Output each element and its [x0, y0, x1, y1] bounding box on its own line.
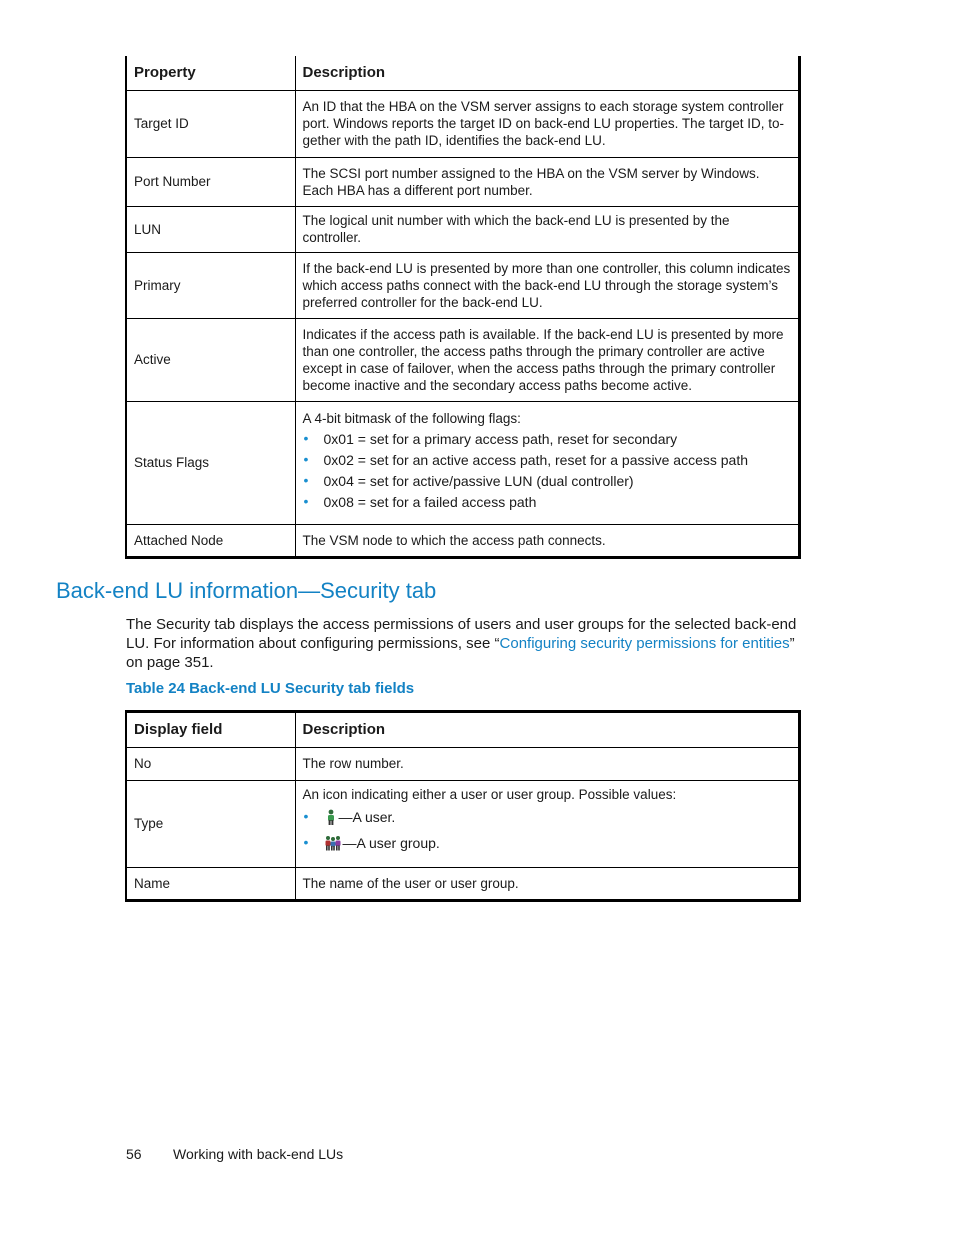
table-row [126, 868, 800, 901]
bullet-icon: • [303, 834, 309, 850]
list-item [303, 809, 792, 829]
table-row [126, 402, 800, 525]
description-cell: The SCSI port number assigned to the HBA on the VSM server by Windows. Each HBA has a different port number. [295, 158, 800, 207]
description-text: An icon indicating either a user or user group. Possible values: [302, 787, 677, 802]
list-item [303, 452, 792, 469]
table-row [126, 158, 800, 207]
table-header-row [126, 712, 800, 748]
list-item-text: —A user. [338, 809, 396, 825]
list-item [303, 835, 792, 855]
list-item-text: 0x02 = set for an active access path, reset for a passive access path [323, 452, 749, 468]
list-item-text: —A user group. [342, 835, 440, 851]
field-cell: Name [126, 868, 295, 901]
column-header-property: Property [126, 56, 295, 91]
description-cell: An ID that the HBA on the VSM server assigns to each storage system controller port. Windows reports the target ID on back-end LU properties. The target ID, to- gether with the path ID, identifies the back-end LU. [295, 91, 800, 158]
property-cell: Primary [126, 253, 295, 319]
description-cell: The row number. [295, 748, 800, 781]
list-item-text: 0x04 = set for active/passive LUN (dual controller) [323, 473, 634, 489]
property-cell: Status Flags [126, 402, 295, 525]
table-caption: Table 24 Back-end LU Security tab fields [126, 680, 415, 697]
description-cell: The logical unit number with which the back-end LU is presented by the controller. [295, 207, 800, 253]
column-header-description: Description [295, 712, 800, 748]
table-header-row [126, 56, 800, 91]
list-item [303, 431, 792, 448]
description-cell: The VSM node to which the access path connects. [295, 525, 800, 558]
list-item-text: 0x08 = set for a failed access path [323, 494, 537, 510]
description-cell [295, 781, 800, 868]
list-item [303, 494, 792, 511]
property-cell: Port Number [126, 158, 295, 207]
bullet-icon: • [303, 808, 309, 824]
description-cell [295, 402, 800, 525]
table-row [126, 748, 800, 781]
table-row [126, 319, 800, 402]
user-group-icon [324, 835, 342, 855]
paragraph-text: The Security tab displays the access permissions of users and user groups for the selected back-end LU. For information about configuring permissions, see “ [126, 616, 797, 652]
paragraph-text: ” on page 351. [126, 635, 795, 671]
section-heading: Back-end LU information—Security tab [56, 578, 437, 603]
bullet-icon: • [303, 430, 309, 446]
description-cell: The name of the user or user group. [295, 868, 800, 901]
table-row [126, 91, 800, 158]
description-text: A 4-bit bitmask of the following flags: [302, 411, 521, 426]
list-item [303, 473, 792, 490]
flags-list [303, 431, 792, 511]
security-fields-table [125, 710, 801, 902]
bullet-icon: • [303, 493, 309, 509]
field-cell: Type [126, 781, 295, 868]
column-header-description: Description [295, 56, 800, 91]
type-values-list [303, 809, 792, 855]
cross-reference-link[interactable]: Configuring security permissions for entities [499, 635, 790, 652]
properties-table [125, 56, 801, 559]
footer-title: Working with back-end LUs [173, 1146, 344, 1162]
description-cell: If the back-end LU is presented by more than one controller, this column indicates which access paths connect with the back-end LU through the storage system’s preferred controller for the back-end LU. [295, 253, 800, 319]
description-cell: Indicates if the access path is available. If the back-end LU is presented by more than one controller, the access paths through the primary controller are active except in case of failover, when the access paths through the primary controller become inactive and the secondary access paths become active. [295, 319, 800, 402]
bullet-icon: • [303, 472, 309, 488]
list-item-text: 0x01 = set for a primary access path, reset for secondary [323, 431, 678, 447]
table-row [126, 525, 800, 558]
property-cell: LUN [126, 207, 295, 253]
section-paragraph [126, 615, 806, 672]
table-row [126, 781, 800, 868]
user-icon [324, 809, 338, 829]
column-header-display-field: Display field [126, 712, 295, 748]
table-row [126, 253, 800, 319]
bullet-icon: • [303, 451, 309, 467]
property-cell: Active [126, 319, 295, 402]
field-cell: No [126, 748, 295, 781]
page-number: 56 [126, 1146, 142, 1162]
property-cell: Target ID [126, 91, 295, 158]
table-row [126, 207, 800, 253]
property-cell: Attached Node [126, 525, 295, 558]
